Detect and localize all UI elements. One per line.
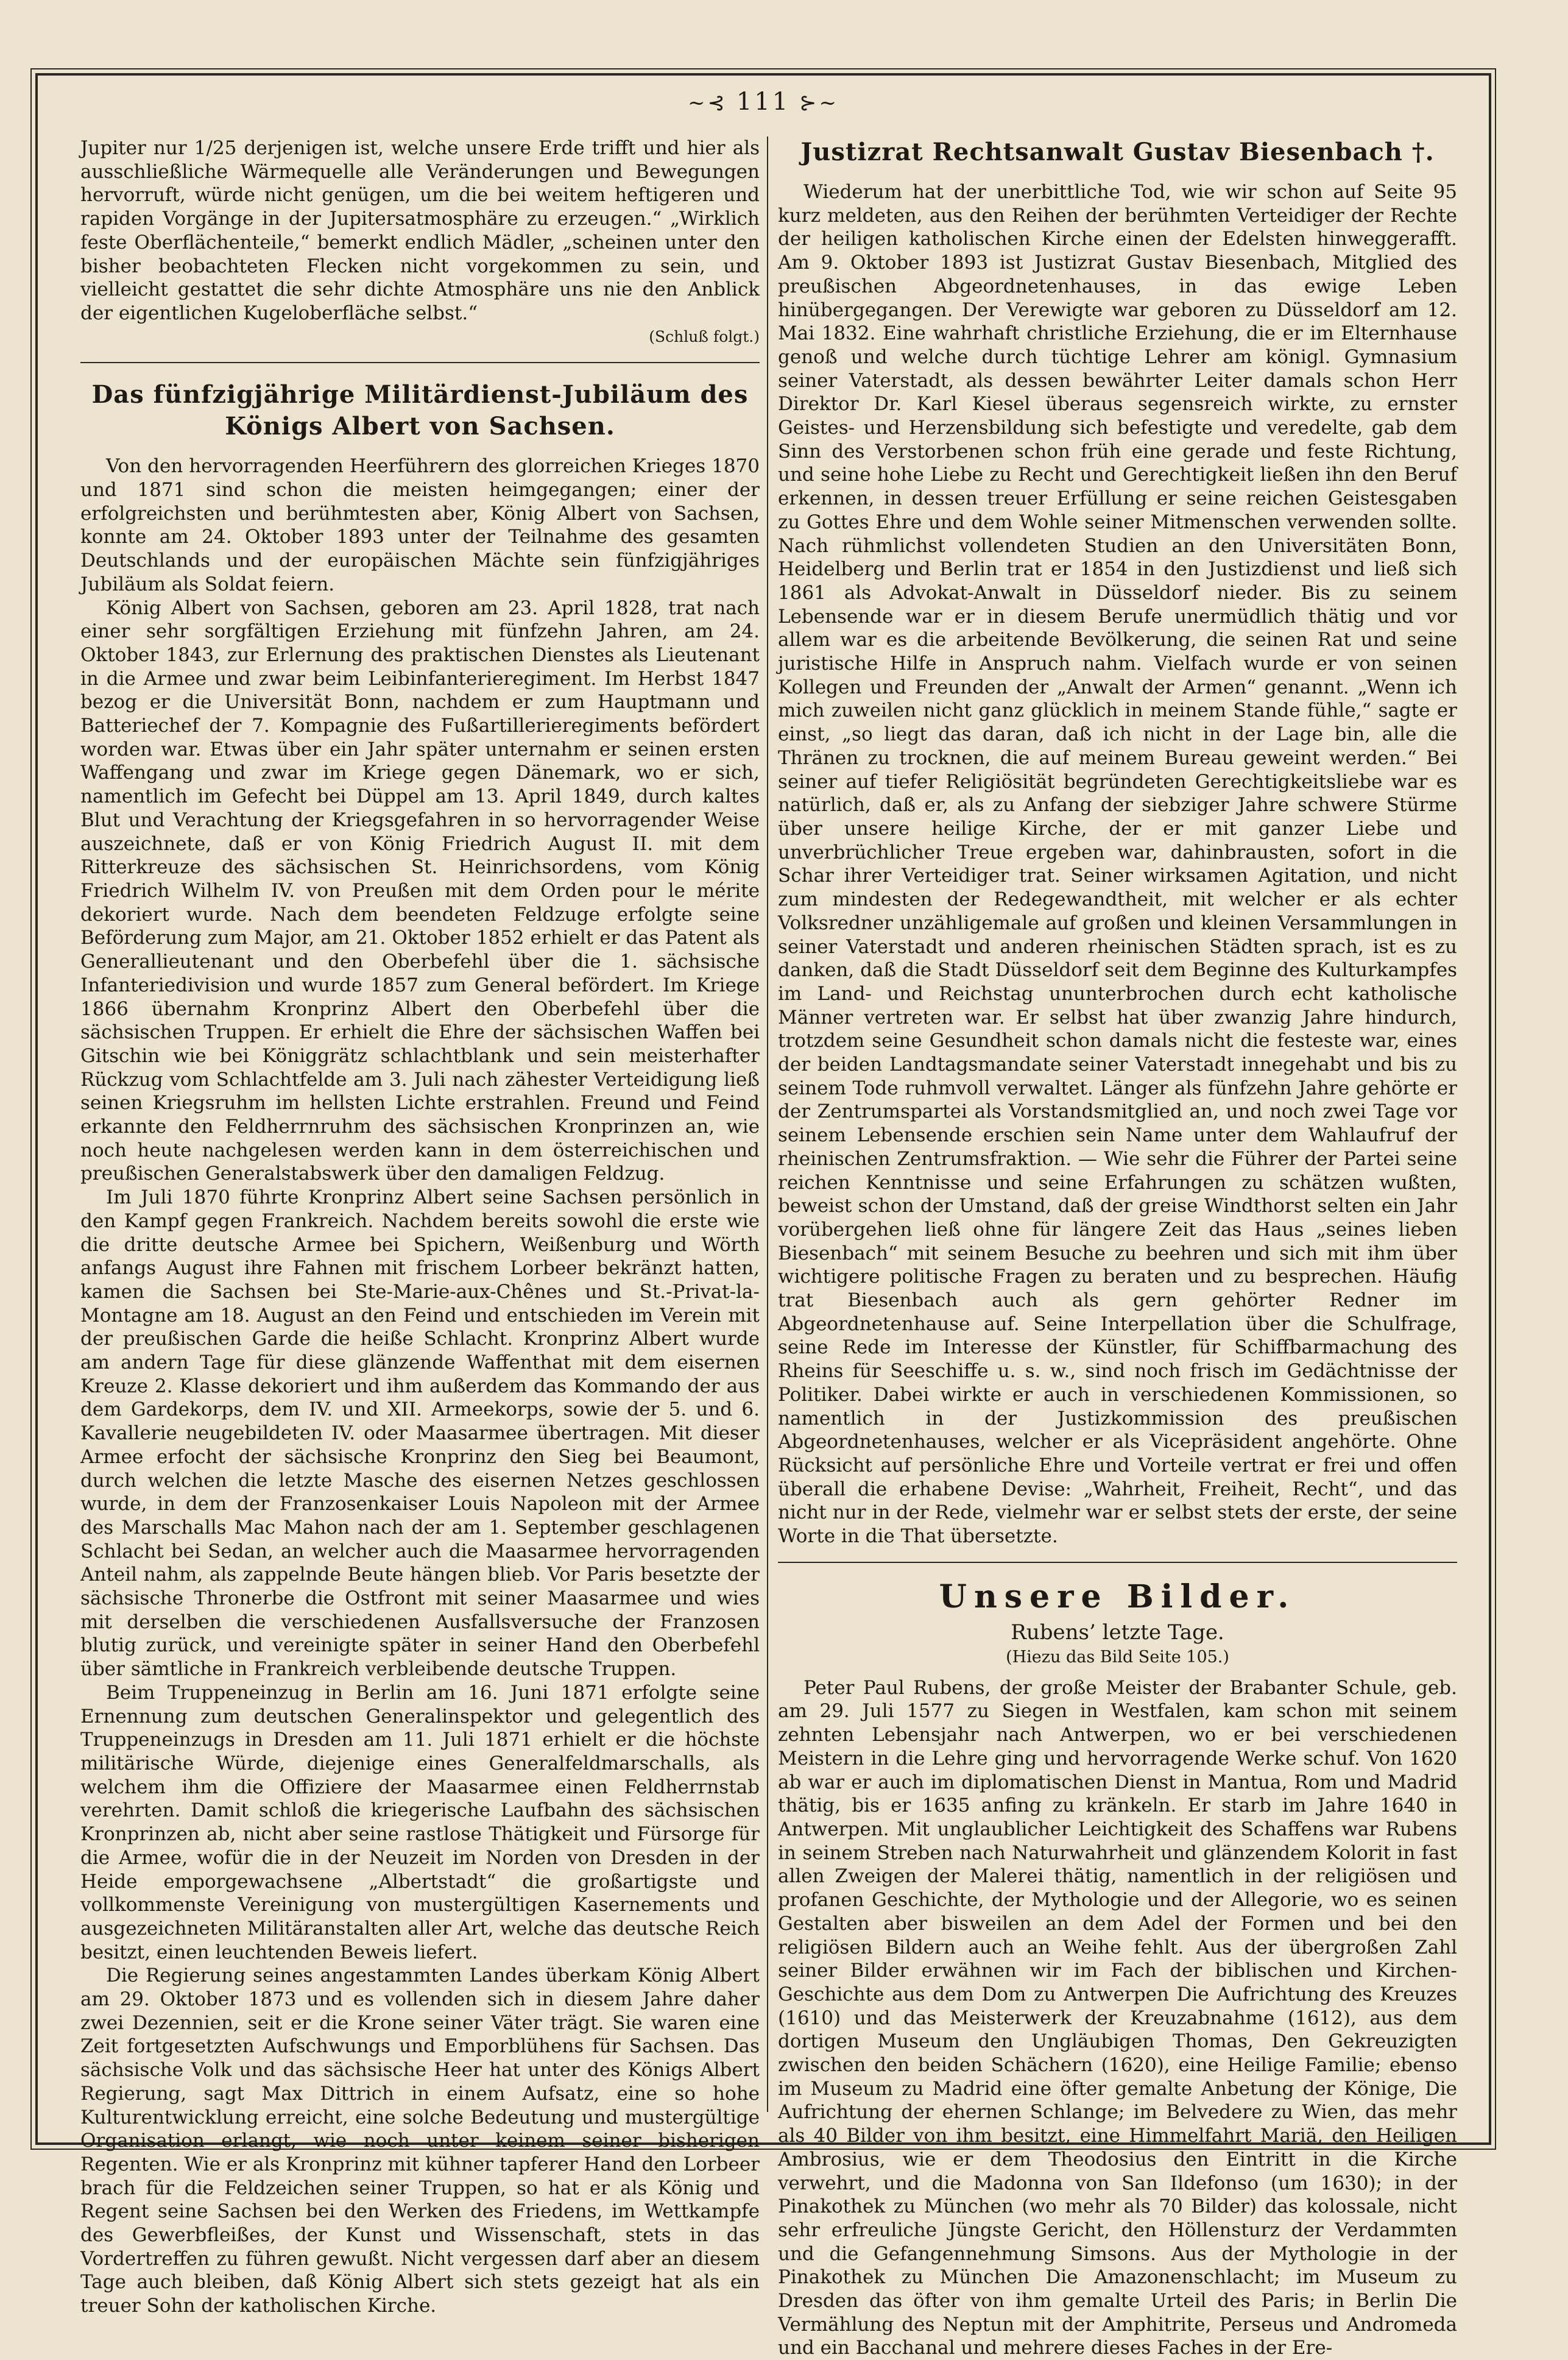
article-paragraph: Die Regierung seines angestammten Landes überkam König Albert am 29. Oktober 1873 und es vollenden sich in diesem Jahre daher zwei Dezennien, seit er die Krone seiner Väter trägt. Sie waren eine Zeit fortgesetzten Aufschwungs und Emporblühens für Sachsen. Das sächsische Volk und das sächsische Heer hat unter des Königs Albert Regierung, sagt Max Dittrich in einem Aufsatz, eine so hohe Kulturentwicklung erreicht, eine solche Bedeutung und mustergültige Organisation erlangt, wie noch unter keinem seiner bisherigen Regenten. Wie er als Kronprinz mit kühner tapferer Hand den Lorbeer brach für die Feldzeichen seiner Truppen, so hat er als König und Regent seine Sachsen bei den Werken des Friedens, im Wettkampfe des Gewerbfleißes, der Kunst und Wissenschaft, stets in das Vordertreffen zu führen gewußt. Nicht vergessen darf aber an diesem Tage auch bleiben, daß König Albert sich stets gezeigt hat als ein treuer Sohn der katholischen Kirche. [80,1965,760,2317]
left-column [80,136,760,2318]
page-frame [35,73,1491,2359]
article-paragraph: Beim Truppeneinzug in Berlin am 16. Juni 1871 erfolgte seine Ernennung zum deutschen Generalinspektor und gelegentlich des Truppeneinzugs in Dresden am 11. Juli 1871 erhielt er die höchste militärische Würde, diejenige eines Generalfeldmarschalls, als welchem ihm die Offiziere der Maasarmee einen Feldherrnstab verehrten. Damit schloß die kriegerische Laufbahn des sächsischen Kronprinzen ab, nicht aber seine rastlose Thätigkeit und Fürsorge für die Armee, wofür die in der Neuzeit im Norden von Dresden in der Heide emporgewachsene „Albertstadt“ die großartigste und vollkommenste Vereinigung von mustergültigen Kasernements und ausgezeichneten Militäranstalten aller Art, welche das deutsche Reich besitzt, einen leuchtenden Beweis liefert. [80,1681,760,1963]
right-ornament: ⊱~ [790,91,839,115]
page-number-value: 111 [736,88,791,116]
section-title: Unsere Bilder. [939,1578,1296,1615]
column-divider [767,136,768,2112]
article-paragraph: König Albert von Sachsen, geboren am 23. April 1828, trat nach einer sehr sorgfältigen Erziehung mit fünfzehn Jahren, am 24. Oktober 1843, zur Erlernung des praktischen Dienstes als Lieutenant in die Armee und zwar beim Leibinfanterieregiment. Im Herbst 1847 bezog er die Universität Bonn, nachdem er zum Hauptmann und Batteriechef der 7. Kompagnie des Fußartillerieregiments befördert worden war. Etwas über ein Jahr später unternahm er seinen ersten Waffengang und zwar im Kriege gegen Dänemark, wo er sich, namentlich im Gefecht bei Düppel am 13. April 1849, durch kaltes Blut und Verachtung der Kriegsgefahren in so hervorragender Weise auszeichnete, daß er von König Friedrich August II. mit dem Ritterkreuze des sächsischen St. Heinrichsordens, vom König Friedrich Wilhelm IV. von Preußen mit dem Orden pour le mérite dekoriert wurde. Nach dem beendeten Feldzuge erfolgte seine Beförderung zum Major, am 21. Oktober 1852 erhielt er das Patent als Generallieutenant und den Oberbefehl über die 1. sächsische Infanteriedivision und wurde 1857 zum General befördert. Im Kriege 1866 übernahm Kronprinz Albert den Oberbefehl über die sächsischen Truppen. Er erhielt die Ehre der sächsischen Waffen bei Gitschin wie bei Königgrätz schlachtblank und sein meisterhafter Rückzug vom Schlachtfelde am 3. Juli nach zähester Verteidigung ließ seinen Kriegsruhm im hellsten Lichte erstrahlen. Freund und Feind erkannte den Feldherrnruhm des sächsischen Kronprinzen an, wie noch heute nachgelesen werden kann in dem österreichischen und preußischen Generalstabswerk über den damaligen Feldzug. [80,597,760,1185]
obituary-paragraph: Wiederum hat der unerbittliche Tod, wie wir schon auf Seite 95 kurz meldeten, aus den Reihen der berühmten Verteidiger der Rechte der heiligen katholischen Kirche einen der Edelsten hinweggerafft. Am 9. Oktober 1893 ist Justizrat Gustav Biesenbach, Mitglied des preußischen Abgeordnetenhauses, in das ewige Leben hinübergegangen. Der Verewigte war geboren zu Düsseldorf am 12. Mai 1832. Eine wahrhaft christliche Erziehung, die er im Elternhause genoß und welche durch tüchtige Lehrer am königl. Gymnasium seiner Vaterstadt, als dessen bewährter Leiter damals schon Herr Direktor Dr. Karl Kiesel überaus segensreich wirkte, zu ernster Geistes- und Herzensbildung sich befestigte und veredelte, gab dem Sinn des Verstorbenen schon früh eine gerade und feste Richtung, und seine hohe Liebe zu Recht und Gerechtigkeit ließen ihn den Beruf erkennen, in dessen treuer Erfüllung er seine reichen Geistesgaben zu Gottes Ehre und dem Wohle seiner Mitmenschen verwenden sollte. Nach rühmlichst vollendeten Studien an den Universitäten Bonn, Heidelberg und Berlin trat er 1854 in den Justizdienst und ließ sich 1861 als Advokat-Anwalt in Düsseldorf nieder. Bis zu seinem Lebensende war er in diesem Berufe unermüdlich thätig und vor allem war es die arbeitende Bevölkerung, die seinen Rat und seine juristische Hilfe in Anspruch nahm. Vielfach wurde er von seinen Kollegen und Freunden der „Anwalt der Armen“ genannt. „Wenn ich mich zuweilen nicht ganz glücklich in meinem Stande fühle,“ sagte er einst, „so liegt das daran, daß ich nicht in der Lage bin, alle die Thränen zu trocknen, die auf meinem Bureau geweint werden.“ Bei seiner auf tiefer Religiösität begründeten Gerechtigkeitsliebe war es natürlich, daß er, als zu Anfang der siebziger Jahre schwere Stürme über unsere heilige Kirche, der er mit ganzer Liebe und unverbrüchlicher Treue ergeben war, dahinbrausten, sofort in die Schar ihrer Verteidiger trat. Seiner wirksamen Agitation, und nicht zum mindesten der Redegewandtheit, mit welcher er als echter Volksredner unzähligemale auf großen und kleinen Versammlungen in seiner Vaterstadt und anderen rheinischen Städten sprach, ist es zu danken, daß die Stadt Düsseldorf seit dem Beginne des Kulturkampfes im Land- und Reichstag ununterbrochen durch echt katholische Männer vertreten war. Er selbst hat über zwanzig Jahre hindurch, trotzdem seine Gesundheit schon damals nicht die festeste war, eines der beiden Landtagsmandate seiner Vaterstadt innegehabt und bis zu seinem Tode ruhmvoll verwaltet. Länger als fünfzehn Jahre gehörte er der Zentrumspartei als Vorstandsmitglied an, und noch zwei Tage vor seinem Lebensende erschien sein Name unter dem Wahlaufruf der rheinischen Zentrumsfraktion. — Wie sehr die Führer der Partei seine reichen Kenntnisse und seine Erfahrungen zu schätzen wußten, beweist schon der Umstand, daß der greise Windthorst selten ein Jahr vorübergehen ließ ohne für längere Zeit das Haus „seines lieben Biesenbach“ mit seinem Besuche zu beehren und sich mit ihm über wichtigere politische Fragen zu beraten und zu besprechen. Häufig trat Biesenbach auch als gern gehörter Redner im Abgeordnetenhause auf. Seine Interpellation über die Schulfrage, seine Rede im Interesse der Künstler, für Schiffbarmachung des Rheins für Seeschiffe u. s. w., sind noch frisch im Gedächtnisse der Politiker. Dabei wirkte er auch in verschiedenen Kommissionen, so namentlich in der Justizkommission des preußischen Abgeordnetenhauses, welcher er als Vicepräsident angehörte. Ohne Rücksicht auf persönliche Ehre und Vorteile vertrat er frei und offen überall die erhabene Devise: „Wahrheit, Freiheit, Recht“, und das nicht nur in der Rede, vielmehr war er selbst stets der erste, der seine Worte in die That übersetzte. [778,181,1457,1548]
left-ornament: ~⊰ [688,91,736,115]
continuation-note-line [80,325,760,349]
right-column [778,136,1457,2360]
article-paragraph: Im Juli 1870 führte Kronprinz Albert seine Sachsen persönlich in den Kampf gegen Frankreich. Nachdem bereits sowohl die erste wie die dritte deutsche Armee bei Spichern, Weißenburg und Wörth anfangs August ihre Fahnen mit frischem Lorbeer bekränzt hatten, kamen die Sachsen bei Ste-Marie-aux-Chênes und St.-Privat-la-Montagne am 18. August an den Feind und entschieden im Verein mit der preußischen Garde die heiße Schlacht. Kronprinz Albert wurde am andern Tage für diese glänzende Waffenthat mit dem eisernen Kreuze 2. Klasse dekoriert und ihm außerdem das Kommando der aus dem Gardekorps, dem IV. und XII. Armeekorps, sowie der 5. und 6. Kavallerie neugebildeten IV. oder Maasarmee übertragen. Mit dieser Armee erfocht der sächsische Kronprinz den Sieg bei Beaumont, durch welchen die letzte Masche des eisernen Netzes geschlossen wurde, in dem der Franzosenkaiser Louis Napoleon mit der Armee des Marschalls Mac Mahon nach der am 1. September geschlagenen Schlacht bei Sedan, an welcher auch die Maasarmee hervorragenden Anteil nahm, als zappelnde Beute hängen blieb. Vor Paris besetzte der sächsische Thronerbe die Ostfront mit seiner Maasarmee und wies mit derselben die verschiedenen Ausfallsversuche der Franzosen blutig zurück, und vereinigte später in seiner Hand den Oberbefehl über sämtliche in Frankreich verbleibende deutsche Truppen. [80,1186,760,1681]
continuation-note: (Schluß folgt.) [649,327,760,345]
article-paragraph: Von den hervorragenden Heerführern des glorreichen Krieges 1870 und 1871 sind schon die meisten heimgegangen; einer der erfolgreichsten und berühmtesten aber, König Albert von Sachsen, konnte am 24. Oktober 1893 unter der Teilnahme des gesamten Deutschlands und der europäischen Mächte sein fünfzigjähriges Jubiläum als Soldat feiern. [80,455,760,595]
section-rule [80,362,760,363]
article-title: Das fünfzigjährige Militärdienst-Jubiläum des Königs Albert von Sachsen. [91,380,749,441]
continuation-text: Jupiter nur 1/25 derjenigen ist, welche unsere Erde trifft und hier als ausschließliche Wärmequelle alle Veränderungen und Bewegungen hervorruft, würde nicht genügen, um die bei weitem heftigeren und rapiden Vorgänge in der Jupitersatmosphäre zu erzeugen.“ „Wirklich feste Oberflächenteile,“ bemerkt endlich Mädler, „scheinen unter den bisher beobachteten Flecken nicht vorgekommen zu sein, und vielleicht gestattet die sehr dichte Atmosphäre uns nie den Anblick der eigentlichen Kugeloberfläche selbst.“ [80,137,760,324]
section-paragraph: Peter Paul Rubens, der große Meister der Brabanter Schule, geb. am 29. Juli 1577 zu Siegen in Westfalen, kam schon mit seinem zehnten Lebensjahr nach Antwerpen, wo er bei verschiedenen Meistern in die Lehre ging und hervorragende Werke schuf. Von 1620 ab war er auch im diplomatischen Dienst in Mantua, Rom und Madrid thätig, bis er 1635 anfing zu kränkeln. Er starb im Jahre 1640 in Antwerpen. Mit unglaublicher Leichtigkeit des Schaffens war Rubens in seinem Streben nach Naturwahrheit und glänzendem Kolorit in fast allen Zweigen der Malerei thätig, namentlich in der religiösen und profanen Geschichte, der Mythologie und der Allegorie, wo es seinen Gestalten aber bisweilen an dem Adel der Formen und bei den religiösen Bildern auch an Weihe fehlt. Aus der übergroßen Zahl seiner Bilder erwähnen wir im Fach der biblischen und Kirchen-Geschichte aus dem Dom zu Antwerpen Die Aufrichtung des Kreuzes (1610) und das Meisterwerk der Kreuzabnahme (1612), aus dem dortigen Museum den Ungläubigen Thomas, Den Gekreuzigten zwischen den beiden Schächern (1620), eine Heilige Familie; ebenso im Museum zu Madrid eine öfter gemalte Anbetung der Könige, Die Aufrichtung der ehernen Schlange; im Belvedere zu Wien, das mehr als 40 Bilder von ihm besitzt, eine Himmelfahrt Mariä, den Heiligen Ambrosius, wie er dem Theodosius den Eintritt in die Kirche verwehrt, und die Madonna von San Ildefonso (um 1630); in der Pinakothek zu München (wo mehr als 70 Bilder) das kolossale, nicht sehr erfreuliche Jüngste Gericht, den Höllensturz der Verdammten und die Gefangennehmung Simsons. Aus der Mythologie in der Pinakothek zu München Die Amazonenschlacht; im Museum zu Dresden das öfter von ihm gemalte Urteil des Paris; in Berlin Die Vermählung des Neptun mit der Amphitrite, Perseus und Andromeda und ein Bacchanal und mehrere dieses Faches in der Ere- [778,1676,1457,2359]
section-reference: (Hiezu das Bild Seite 105.) [1006,1647,1229,1667]
obituary-title: Justizrat Rechtsanwalt Gustav Biesenbach †. [800,138,1435,166]
page-number [38,88,1489,116]
section-rule [778,1562,1457,1563]
section-subtitle: Rubens’ letzte Tage. [1011,1620,1224,1645]
